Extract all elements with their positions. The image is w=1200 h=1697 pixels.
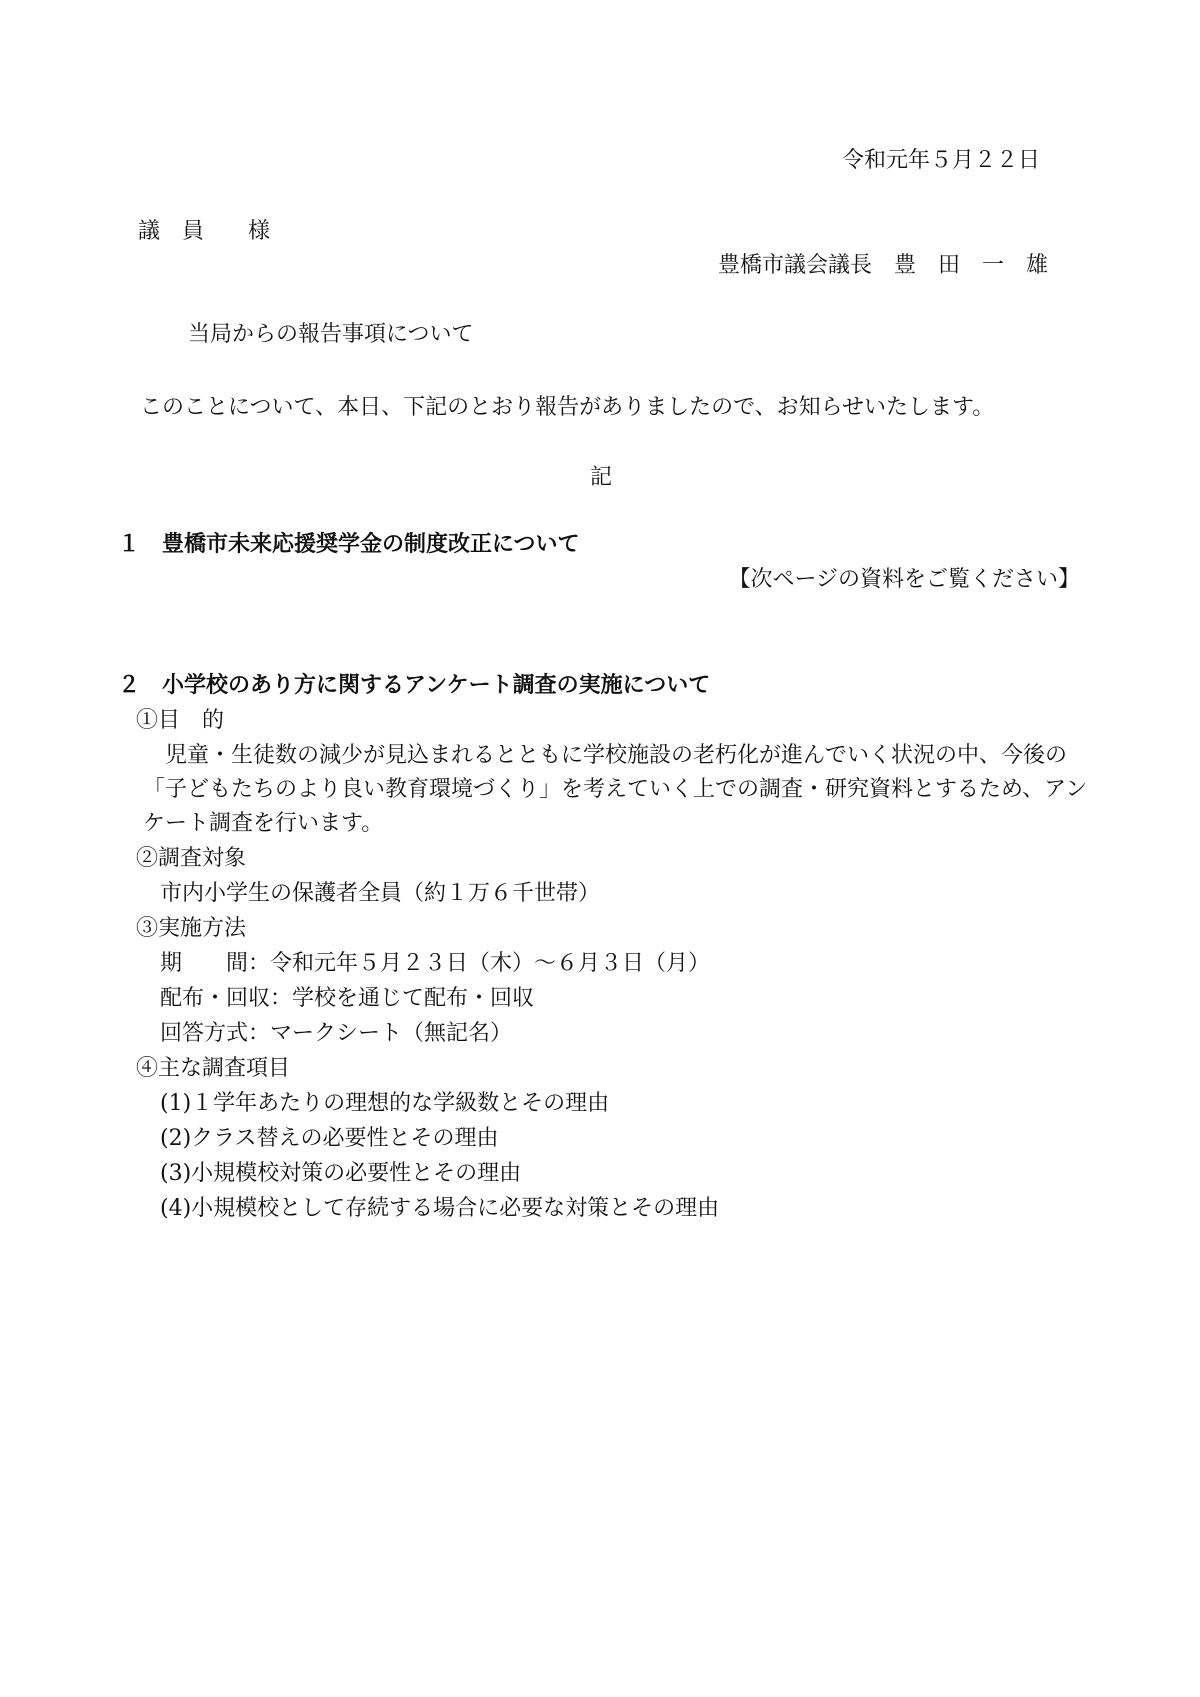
target-label: ②調査対象	[136, 846, 247, 871]
sender-line: 豊橋市議会議長 豊 田 一 雄	[717, 253, 1048, 278]
items-label: ④主な調査項目	[136, 1056, 291, 1081]
target-text: 市内小学生の保護者全員（約１万６千世帯）	[160, 881, 601, 906]
survey-item-4: (4)小規模校として存続する場合に必要な対策とその理由	[160, 1196, 720, 1221]
section1-title: １ 豊橋市未来応援奨学金の制度改正について	[118, 532, 580, 557]
method-item-1: 期 間：令和元年５月２３日（木）～６月３日（月）	[160, 951, 711, 976]
document-date: 令和元年５月２２日	[841, 148, 1040, 173]
ki-heading: 記	[590, 465, 613, 490]
method-item-3: 回答方式：マークシート（無記名）	[160, 1021, 513, 1046]
survey-item-1: (1)１学年あたりの理想的な学級数とその理由	[160, 1091, 610, 1116]
purpose-line-1: 児童・生徒数の減少が見込まれるとともに学校施設の老朽化が進んでいく状況の中、今後の	[143, 743, 1068, 768]
subject-line: 当局からの報告事項について	[188, 322, 474, 347]
purpose-line-3: ケート調査を行います。	[143, 811, 384, 836]
survey-item-3: (3)小規模校対策の必要性とその理由	[160, 1161, 522, 1186]
method-label: ③実施方法	[136, 916, 247, 941]
survey-item-2: (2)クラス替えの必要性とその理由	[160, 1126, 499, 1151]
intro-paragraph: このことについて、本日、下記のとおり報告がありましたので、お知らせいたします。	[140, 395, 995, 420]
section2-title: ２ 小学校のあり方に関するアンケート調査の実施について	[118, 673, 711, 698]
purpose-line-2: 「子どもたちのより良い教育環境づくり」を考えていく上での調査・研究資料とするため、アン	[143, 777, 1088, 802]
method-item-2: 配布・回収：学校を通じて配布・回収	[160, 986, 535, 1011]
purpose-label: ①目 的	[136, 708, 225, 733]
section1-note: 【次ページの資料をご覧ください】	[728, 567, 1080, 592]
recipient-line: 議 員 様	[138, 219, 271, 244]
